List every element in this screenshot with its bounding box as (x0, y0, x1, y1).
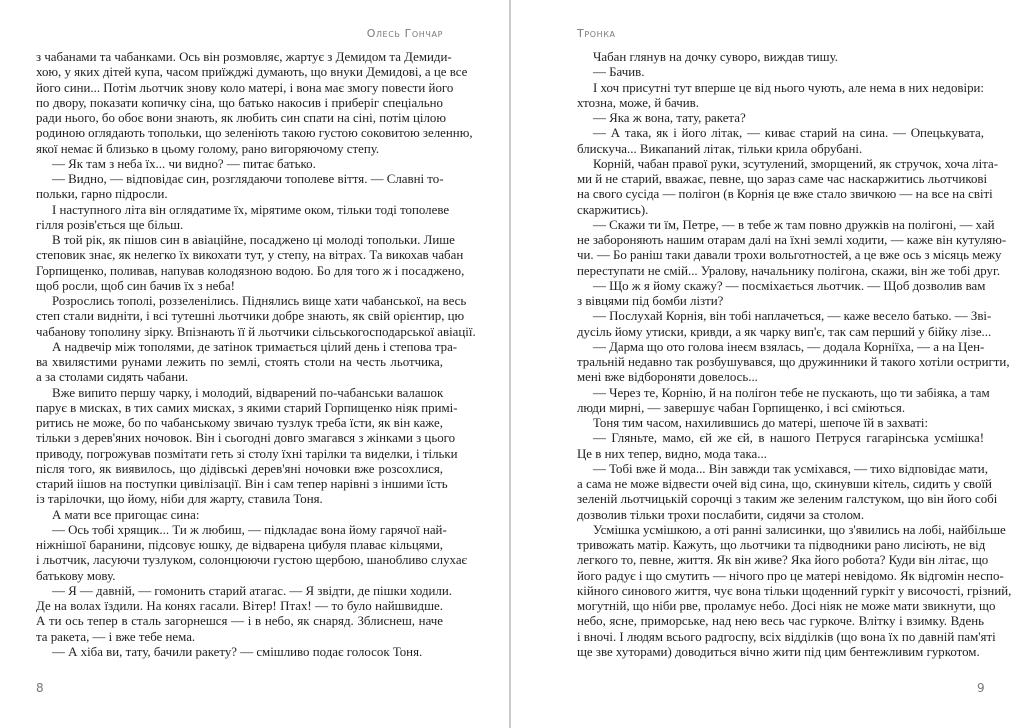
paragraph (577, 416, 984, 431)
text-line: з чабанами та чабанками. Ось він розмовляє, жартує з Демидом та Демиди- (36, 50, 452, 64)
text-line: чи. — Бо раніш таки давали трохи вольготностей, а це вже ось з місяць межу (577, 248, 1002, 263)
paragraph (577, 217, 1007, 279)
paragraph (36, 172, 443, 203)
text-line: старий іішов на поступки цивілізації. Він і сам тепер нарівні з іншими їсть (36, 477, 448, 491)
text-line: дусіль йому утиски, кривди, а як чарку вип'є, так сам перший у бійку лізе... (577, 324, 992, 339)
paragraph (577, 385, 990, 417)
text-line: — Я — давній, — гомонить старий атагас. — Я звідти, де пішки ходили. (52, 583, 452, 598)
text-line: польки, гарно підросли. (36, 187, 168, 202)
text-line: переступати не смій... Уралову, начальнику полігона, скажи, він же тобі друг. (577, 263, 1001, 278)
text-line: — А така, як і його літак, — киває старий на сина. — Опецькувата, (593, 126, 984, 141)
text-line: — Бачив. (593, 65, 645, 80)
text-line: — Через те, Корнію, й на полігон тебе не пускають, що ти забіяка, а там (593, 385, 990, 400)
running-head-title: Тронка (577, 27, 616, 40)
text-line: — Послухай Корнія, він тобі наплачеться, — каже весело батько. — Зві- (593, 309, 992, 324)
right-page (511, 0, 1023, 728)
text-line: — Що ж я йому скажу? — посміхається льотчик. — Щоб дозволив вам (593, 278, 986, 293)
text-line: ва хвилястими рунами лежить по землі, стоять столи на честь льотчика, (36, 355, 443, 369)
paragraph (36, 202, 450, 234)
paragraph (36, 508, 443, 523)
paragraph (36, 385, 458, 508)
page-number: 8 (36, 681, 44, 695)
text-line: Горпищенко, поливав, напував колодязною водою. Бо для того ж і посаджено, (36, 263, 465, 278)
text-line: степовик знає, як нелегко їх викохати тут, у степу, на вітрах. Та викохав чабан (36, 248, 464, 263)
text-line: небо, ясне, приморське, над нею весь час гуркоче. Влітку і взимку. Вдень (577, 614, 984, 629)
paragraph (577, 279, 984, 310)
paragraph (577, 50, 984, 65)
paragraph (577, 111, 984, 126)
text-line: на свого сусіда — полігон (в Корнія це вже стало звичкою — на все на світі (577, 187, 993, 202)
text-line: А ти ось тепер в сталь загорнешся — і в небо, як снаряд. Зблиснеш, наче (36, 614, 443, 629)
text-line: по двору, показати копичку сіна, що батько накосив і приберіг спеціально (36, 95, 443, 110)
text-line: І наступного літа він оглядатиме їх, мірятиме оком, тільки тоді тополеве (52, 202, 450, 217)
text-line: якої немає й близько в цьому голому, рано вигоряючому степу. (36, 141, 380, 156)
text-line: — Скажи ти їм, Петре, — в тебе ж там повно дружків на полігоні, — хай (593, 217, 995, 232)
text-line: тільки з дерев'яних ночовок. Він і сьогодні довго змагався з жінками з цього (36, 431, 456, 446)
text-line: — Яка ж вона, тату, ракета? (593, 111, 746, 125)
text-line: та ракета, — і вже тебе нема. (36, 629, 196, 644)
text-line: ми й не старий, вважає, певне, що зараз саме час наскаржитись льотчикові (577, 172, 988, 186)
text-line: чабанову тополину зірку. Впізнають її й льотчики сільськогосподарської авіації. (36, 324, 476, 339)
paragraph (577, 126, 984, 157)
text-line: мені вже відбороняти довелось... (577, 370, 758, 385)
text-line: з вівцями під бомби лізти? (577, 294, 724, 308)
paragraph (577, 65, 984, 80)
text-line: блискуча... Викапаний літак, тільки крила обрубані. (577, 141, 863, 156)
text-line: Де на волах їздили. На конях гасали. Вітер! Птах! — то було найшвидше. (36, 599, 443, 613)
text-line: ще зве хуторами) доводиться вічно жити під цим бентежливим гуркотом. (577, 644, 980, 659)
text-line: і вночі. І людям всього радгоспу, всіх відділків (що вона їх по давній пам'яті (577, 629, 996, 644)
text-line: гілля розів'ється ще більш. (36, 217, 184, 232)
text-line: легкого то, певне, життя. Як він живе? Яка його робота? Куди він літає, що (577, 553, 989, 568)
text-line: — Як там з неба їх... чи видно? — питає батько. (52, 156, 316, 171)
text-line: Корній, чабан правої руки, зсутулений, зморщений, як стручок, хоча літа- (593, 156, 998, 171)
running-head-author: Олесь Гончар (366, 27, 443, 40)
page-body (577, 50, 1012, 660)
text-line: кійного синового життя, чує вона тільки щоденний гуркіт у височості, грізний, (577, 583, 1012, 598)
paragraph (577, 339, 1010, 386)
text-line: приводу, погрожував позмітати геть зі столу їхні тарілки та виделки, і тільки (36, 446, 458, 461)
page-body (36, 50, 476, 660)
paragraph (577, 81, 984, 112)
text-line: — А хіба ви, тату, бачили ракету? — смішливо подає голосок Тоня. (52, 644, 423, 659)
text-line: тральній недавно так розбушувався, що дружинники й такого хотіли остригти, (577, 355, 1010, 369)
paragraph (36, 294, 476, 340)
text-line: дозволив тільки трохи послабити, сидячи за столом. (577, 507, 865, 522)
text-line: — Гляньте, мамо, єй же єй, в нашого Петруся гагарінська усмішка! (593, 431, 984, 446)
text-line: щоб росли, щоб син бачив їх з неба! (36, 278, 235, 293)
text-line: зеленій льотчицькій сорочці з таким же зеленим галстуком, що він його собі (577, 492, 998, 507)
text-line: після того, як виявилось, що дідівські дерев'яні ночовки вже розсохлися, (36, 461, 443, 476)
paragraph (577, 461, 998, 523)
text-line: не забороняють нашим отарам далі на їхні землі ходити, — каже він кутуляю- (577, 233, 1007, 247)
text-line: ради нього, бо обоє вони знають, як любить син спати на сіні, потім цілою (36, 111, 446, 125)
paragraph (36, 645, 443, 660)
text-line: А мати все пригощає сина: (52, 507, 200, 522)
text-line: — Дарма що ото голова інеєм взялась, — додала Корніїха, — а на Цен- (593, 339, 985, 354)
paragraph (577, 309, 992, 340)
paragraph (577, 522, 1012, 660)
text-line: могутній, що ніби рве, проламує небо. Досі ніяк не може мати звикнути, що (577, 599, 996, 613)
paragraph (36, 233, 465, 294)
text-line: Розрослись тополі, роззеленілись. Піднялись вище хати чабанської, на весь (52, 294, 467, 308)
text-line: хою, у яких дітей купа, часом приїжджі думають, що внуки Демидові, а це все (36, 65, 468, 80)
text-line: Чабан глянув на дочку суворо, виждав тишу. (593, 50, 838, 64)
text-line: із тарілочки, що йому, ніби для жарту, ставила Тоня. (36, 492, 323, 507)
text-line: хтозна, може, й бачив. (577, 95, 699, 110)
paragraph (577, 156, 998, 218)
text-line: Це в них тепер, видно, мода така... (577, 446, 767, 461)
text-line: В той рік, як пішов син в авіаційне, посаджено ці молоді топольки. Лише (52, 233, 455, 247)
text-line: Усмішка усмішкою, а оті ранні залисинки, що з'явились на лобі, найбільше (593, 522, 1006, 537)
text-line: І хоч присутні тут вперше це від нього чують, але нема в них недовіри: (593, 80, 984, 95)
text-line: ритись не може, бо по чабанському звичаю тузлук треба їсти, як він каже, (36, 416, 443, 430)
text-line: тривожать матір. Кажуть, що льотчики та підводники рано лисіють, не від (577, 538, 986, 552)
paragraph (36, 339, 458, 386)
paragraph (577, 431, 984, 462)
text-line: його сини... Потім льотчик знову коло матері, і вона має змогу повести його (36, 80, 454, 95)
text-line: Тоня тим часом, нахилившись до матері, шепоче їй в захваті: (593, 416, 929, 430)
text-line: люди мирні, — завершує чабан Горпищенко, і всі сміються. (577, 400, 906, 415)
text-line: батькову мову. (36, 568, 116, 583)
text-line: — Видно, — відповідає син, розглядаючи тополеве віття. — Славні то- (52, 172, 444, 186)
text-line: його радує і що смутить — нічого про це матері невідомо. Як відгомін неспо- (577, 568, 1004, 583)
text-line: ніжнішої баранини, підсовує юшку, де відварена цибуля плаває кільцями, (36, 538, 443, 552)
page-number: 9 (977, 681, 985, 695)
paragraph (36, 583, 452, 645)
text-line: а за столами сидять чабани. (36, 370, 189, 385)
paragraph (36, 522, 468, 584)
left-page (0, 0, 509, 728)
text-line: Вже випито першу чарку, і молодий, відварений по-чабанськи валашок (52, 385, 444, 400)
text-line: степ стали видніти, і всі тутешні льотчики добре знають, як свій орієнтир, цю (36, 309, 465, 324)
text-line: скаржитись). (577, 202, 649, 217)
text-line: А надвечір між тополями, де затінок тримається цілий день і степова тра- (52, 339, 458, 354)
paragraph (36, 50, 473, 157)
text-line: — Ось тобі хрящик... Ти ж любиш, — підкладає вона йому гарячої най- (52, 522, 447, 537)
text-line: а сама не може відвести очей від сина, що, скинувши кітель, сидить у своїй (577, 477, 992, 491)
paragraph (36, 157, 443, 172)
text-line: парує в мисках, в тих самих мисках, з якими старий Горпищенко ніяк примі- (36, 400, 458, 415)
text-line: родиною оглядають топольки, що зеленіють такою густою соковитою зеленню, (36, 126, 473, 141)
text-line: і льотчик, ласуючи тузлуком, солонцюючи густою щербою, шанобливо слухає (36, 553, 468, 568)
text-line: — Тобі вже й мода... Він завжди так усміхався, — тихо відповідає мати, (593, 461, 988, 476)
